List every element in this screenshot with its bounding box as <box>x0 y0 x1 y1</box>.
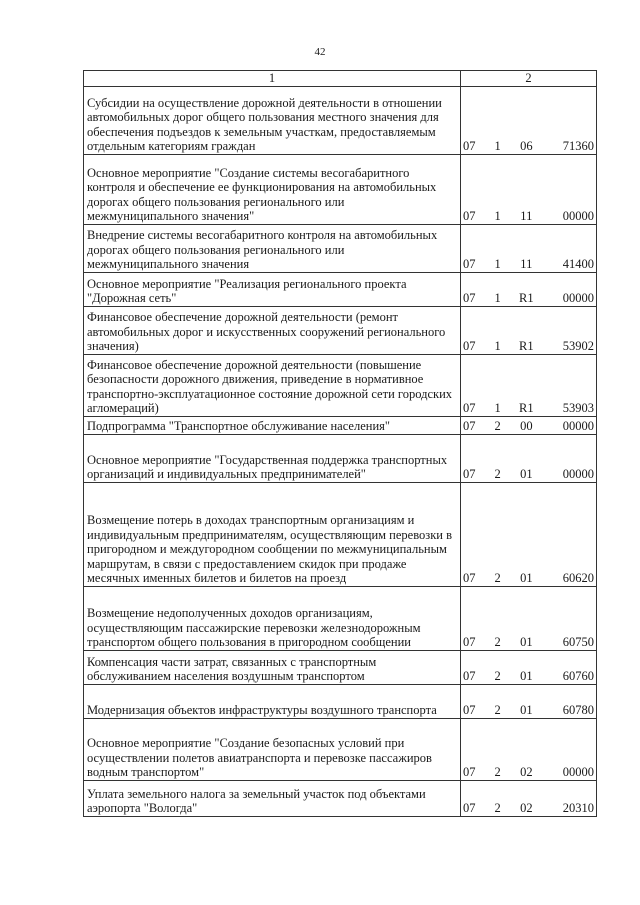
code-direction: 41400 <box>562 257 594 271</box>
code-subprogram: 2 <box>494 801 501 815</box>
code-subprogram: 1 <box>494 139 501 153</box>
table-row <box>84 586 597 650</box>
row-name: Уплата земельного налога за земельный участок под объектами аэропорта "Вологда" <box>84 780 461 816</box>
table-row <box>84 306 597 354</box>
table-row <box>84 718 597 780</box>
code-direction: 60760 <box>562 669 594 683</box>
code-event: 06 <box>520 139 533 153</box>
code-subprogram: 1 <box>494 257 501 271</box>
column-header-2: 2 <box>461 71 597 87</box>
code-event: R1 <box>519 339 534 353</box>
code-subprogram: 1 <box>494 209 501 223</box>
row-code <box>461 482 597 586</box>
code-event: 01 <box>520 571 533 585</box>
code-subprogram: 1 <box>494 291 501 305</box>
code-direction: 60780 <box>562 703 594 717</box>
table-header-row <box>84 71 597 87</box>
code-direction: 00000 <box>562 467 594 481</box>
row-code <box>461 650 597 684</box>
code-direction: 00000 <box>562 419 594 433</box>
code-direction: 00000 <box>562 765 594 779</box>
code-subprogram: 2 <box>494 571 501 585</box>
table-row <box>84 416 597 434</box>
row-code <box>461 224 597 272</box>
code-subprogram: 1 <box>494 401 501 415</box>
code-section: 07 <box>463 801 476 815</box>
row-code <box>461 416 597 434</box>
code-subprogram: 2 <box>494 765 501 779</box>
code-section: 07 <box>463 765 476 779</box>
code-event: 01 <box>520 703 533 717</box>
code-event: R1 <box>519 291 534 305</box>
row-code <box>461 586 597 650</box>
code-event: 02 <box>520 765 533 779</box>
table-row <box>84 272 597 306</box>
row-code <box>461 354 597 416</box>
row-name: Модернизация объектов инфраструктуры воздушного транспорта <box>84 684 461 718</box>
code-section: 07 <box>463 635 476 649</box>
code-subprogram: 2 <box>494 635 501 649</box>
code-subprogram: 1 <box>494 339 501 353</box>
row-code <box>461 154 597 224</box>
row-name: Субсидии на осуществление дорожной деятельности в отношении автомобильных дорог общего пользования местного значения для обеспечения подъездов к земельным участкам, предоставляемым отдельным категориям граждан <box>84 86 461 154</box>
code-section: 07 <box>463 257 476 271</box>
code-direction: 00000 <box>562 209 594 223</box>
code-event: 11 <box>520 257 533 271</box>
table-row <box>84 684 597 718</box>
row-name: Подпрограмма "Транспортное обслуживание населения" <box>84 416 461 434</box>
code-section: 07 <box>463 467 476 481</box>
code-section: 07 <box>463 571 476 585</box>
row-name: Финансовое обеспечение дорожной деятельности (повышение безопасности дорожного движения, приведение в нормативное транспортно-эксплуатационное состояние дорожной сети городских агломераций) <box>84 354 461 416</box>
table-row <box>84 224 597 272</box>
code-event: 11 <box>520 209 533 223</box>
row-code <box>461 718 597 780</box>
code-event: 02 <box>520 801 533 815</box>
code-section: 07 <box>463 669 476 683</box>
row-code <box>461 434 597 482</box>
code-direction: 53903 <box>562 401 594 415</box>
code-event: 01 <box>520 669 533 683</box>
code-subprogram: 2 <box>494 467 501 481</box>
budget-classification-table <box>83 70 597 817</box>
code-section: 07 <box>463 401 476 415</box>
code-section: 07 <box>463 209 476 223</box>
code-direction: 20310 <box>562 801 594 815</box>
row-name: Компенсация части затрат, связанных с транспортным обслуживанием населения воздушным транспортом <box>84 650 461 684</box>
code-event: 00 <box>520 419 533 433</box>
code-section: 07 <box>463 139 476 153</box>
code-direction: 60750 <box>562 635 594 649</box>
row-code <box>461 780 597 816</box>
row-name: Основное мероприятие "Создание системы весогабаритного контроля и обеспечение ее функционирования на автомобильных дорогах общего пользования регионального или межмуниципального значения" <box>84 154 461 224</box>
table-row <box>84 86 597 154</box>
table-row <box>84 482 597 586</box>
row-name: Основное мероприятие "Создание безопасных условий при осуществлении полетов авиатранспорта и перевозке пассажиров водным транспортом" <box>84 718 461 780</box>
row-code <box>461 684 597 718</box>
table-row <box>84 354 597 416</box>
table-row <box>84 650 597 684</box>
row-name: Возмещение потерь в доходах транспортным организациям и индивидуальным предпринимателям, осуществляющим перевозки в пригородном и междугородном сообщении по межмуниципальным маршрутам, в связи с предоставлением скидок при продаже месячных именных билетов и билетов на проезд <box>84 482 461 586</box>
code-direction: 60620 <box>562 571 594 585</box>
row-name: Возмещение недополученных доходов организациям, осуществляющим пассажирские перевозки железнодорожным транспортом общего пользования в пригородном сообщении <box>84 586 461 650</box>
row-code <box>461 306 597 354</box>
table-row <box>84 780 597 816</box>
code-event: 01 <box>520 635 533 649</box>
row-code <box>461 86 597 154</box>
code-subprogram: 2 <box>494 669 501 683</box>
table-row <box>84 154 597 224</box>
code-section: 07 <box>463 291 476 305</box>
code-event: 01 <box>520 467 533 481</box>
code-section: 07 <box>463 339 476 353</box>
table-row <box>84 434 597 482</box>
row-name: Основное мероприятие "Государственная поддержка транспортных организаций и индивидуальных предпринимателей" <box>84 434 461 482</box>
row-name: Финансовое обеспечение дорожной деятельности (ремонт автомобильных дорог и искусственных сооружений регионального значения) <box>84 306 461 354</box>
code-direction: 53902 <box>562 339 594 353</box>
code-subprogram: 2 <box>494 419 501 433</box>
row-name: Внедрение системы весогабаритного контроля на автомобильных дорогах общего пользования регионального или межмуниципального значения <box>84 224 461 272</box>
row-name: Основное мероприятие "Реализация регионального проекта "Дорожная сеть" <box>84 272 461 306</box>
code-section: 07 <box>463 703 476 717</box>
row-code <box>461 272 597 306</box>
code-event: R1 <box>519 401 534 415</box>
page-number: 42 <box>314 46 326 58</box>
code-subprogram: 2 <box>494 703 501 717</box>
code-direction: 71360 <box>562 139 594 153</box>
code-direction: 00000 <box>562 291 594 305</box>
column-header-1: 1 <box>84 71 461 87</box>
code-section: 07 <box>463 419 476 433</box>
